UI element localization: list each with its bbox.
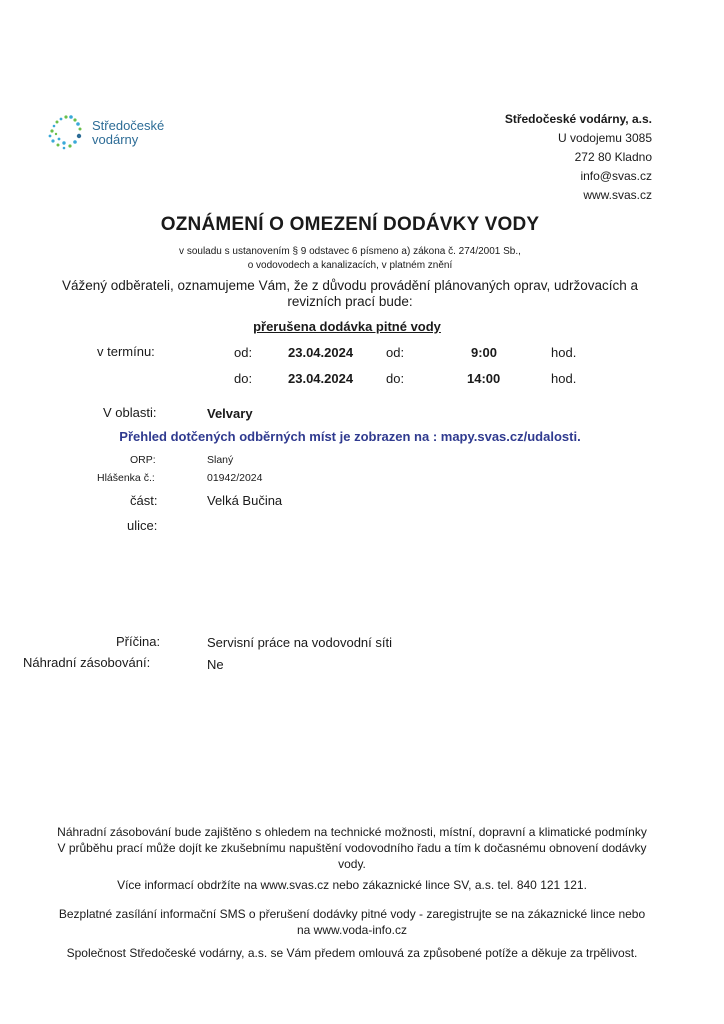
legal-reference xyxy=(0,245,700,273)
footer-paragraph-4: Společnost Středočeské vodárny, a.s. se Vám předem omlouvá za způsobené potíže a děkuje za trpělivost. xyxy=(66,946,638,960)
legal-line-2: o vodovodech a kanalizacích, v platném znění xyxy=(247,260,453,271)
term-label: v termínu: xyxy=(97,344,155,359)
report-value: 01942/2024 xyxy=(207,472,263,484)
footer-p3-line-2: na www.voda-info.cz xyxy=(296,923,408,937)
term-to-time: 14:00 xyxy=(467,371,501,386)
interruption-heading: přerušena dodávka pitné vody xyxy=(253,319,441,334)
company-web: www.svas.cz xyxy=(583,188,652,202)
company-name: Středočeské vodárny, a.s. xyxy=(504,112,652,126)
term-from-time-label: od: xyxy=(386,345,405,360)
footer-paragraph-2: Více informací obdržíte na www.svas.cz nebo zákaznické lince SV, a.s. tel. 840 121 121. xyxy=(117,878,587,892)
footer-p1-line-3: vody. xyxy=(338,857,366,871)
affected-places-link-text: Přehled dotčených odběrných míst je zobrazen na : mapy.svas.cz/udalosti. xyxy=(119,429,581,444)
term-to-date-label: do: xyxy=(234,371,253,386)
company-city: 272 80 Kladno xyxy=(574,150,652,164)
logo-dots-icon xyxy=(44,112,92,152)
supply-label: Náhradní zásobování: xyxy=(23,655,151,670)
intro-text xyxy=(30,278,670,310)
area-label: V oblasti: xyxy=(103,405,157,420)
part-value: Velká Bučina xyxy=(207,493,283,508)
term-from-date: 23.04.2024 xyxy=(288,345,354,360)
term-to-time-label: do: xyxy=(386,371,405,386)
part-label: část: xyxy=(130,493,158,508)
company-address xyxy=(470,110,652,205)
term-to-date: 23.04.2024 xyxy=(288,371,354,386)
footer-p3-line-1: Bezplatné zasílání informační SMS o přerušení dodávky pitné vody - zaregistrujte se na zákaznické lince nebo xyxy=(58,907,646,921)
logo-line-2: vodárny xyxy=(92,132,139,147)
orp-label: ORP: xyxy=(130,454,156,466)
legal-line-1: v souladu s ustanovením § 9 odstavec 6 písmeno a) zákona č. 274/2001 Sb., xyxy=(179,246,521,257)
company-email: info@svas.cz xyxy=(580,169,652,183)
intro-line-1: Vážený odběrateli, oznamujeme Vám, že z důvodu provádění plánovaných oprav, udržovacích a xyxy=(61,278,639,293)
footer-paragraph-3 xyxy=(20,906,684,938)
notice-title: OZNÁMENÍ O OMEZENÍ DODÁVKY VODY xyxy=(160,214,540,235)
logo-line-1: Středočeské xyxy=(92,118,165,133)
area-value: Velvary xyxy=(207,406,253,421)
cause-label: Příčina: xyxy=(116,634,161,649)
report-label: Hlášenka č.: xyxy=(97,472,155,484)
intro-line-2: revizních prací bude: xyxy=(287,294,413,309)
footer-paragraph-1 xyxy=(20,824,684,872)
term-from-date-label: od: xyxy=(234,345,253,360)
term-to-unit: hod. xyxy=(551,371,577,386)
footer-p1-line-2: V průběhu prací může dojít ke zkušebnímu napuštění vodovodního řadu a tím k dočasnému obnovení dodávky xyxy=(57,841,647,855)
orp-value: Slaný xyxy=(207,454,234,466)
street-label: ulice: xyxy=(127,518,158,533)
supply-value: Ne xyxy=(207,657,224,672)
term-from-time: 9:00 xyxy=(471,345,498,360)
logo-wordmark xyxy=(92,119,164,147)
footer-p1-line-1: Náhradní zásobování bude zajištěno s ohledem na technické možnosti, místní, dopravní a klimatické podmínky xyxy=(57,825,647,839)
company-street: U vodojemu 3085 xyxy=(557,131,652,145)
term-from-unit: hod. xyxy=(551,345,577,360)
cause-value: Servisní práce na vodovodní síti xyxy=(207,635,392,650)
